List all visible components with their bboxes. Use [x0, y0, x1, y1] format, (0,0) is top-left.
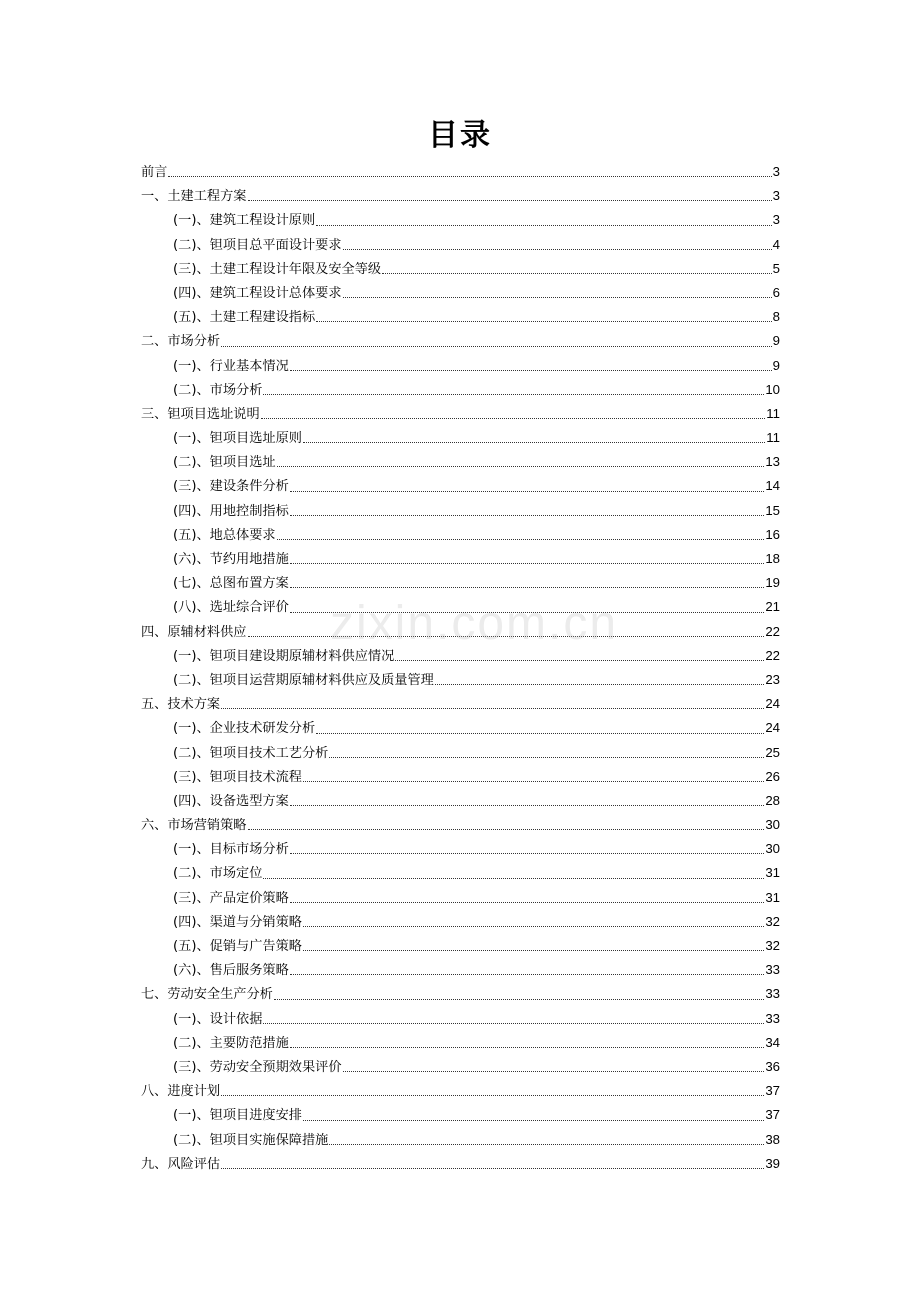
toc-dot-leader	[316, 321, 771, 322]
toc-entry[interactable]	[141, 910, 780, 934]
toc-entry-label: (二)、市场定位	[173, 866, 263, 882]
toc-entry-label: 八、进度计划	[141, 1084, 221, 1100]
toc-entry[interactable]	[141, 716, 780, 740]
toc-entry-label: (六)、售后服务策略	[173, 963, 289, 979]
toc-entry[interactable]	[141, 402, 780, 426]
toc-entry-label: 四、原辅材料供应	[141, 624, 247, 640]
toc-dot-leader	[248, 636, 765, 637]
toc-entry-page: 33	[765, 1010, 780, 1026]
toc-dot-leader	[316, 225, 771, 226]
toc-entry[interactable]	[141, 692, 780, 716]
toc-dot-leader	[290, 612, 765, 613]
toc-entry-label: (一)、设计依据	[173, 1011, 263, 1027]
toc-entry-page: 11	[766, 405, 780, 421]
toc-entry-page: 18	[765, 551, 780, 566]
toc-entry-page: 25	[765, 744, 780, 760]
toc-entry[interactable]	[141, 595, 780, 619]
toc-entry-label: 九、风险评估	[141, 1156, 221, 1172]
toc-dot-leader	[168, 176, 771, 177]
toc-entry[interactable]	[141, 789, 780, 813]
toc-entry[interactable]	[141, 571, 780, 595]
toc-entry-label: (三)、钽项目技术流程	[173, 769, 302, 785]
toc-entry[interactable]	[141, 160, 780, 184]
toc-entry-page: 14	[765, 478, 780, 494]
toc-entry-page: 19	[765, 575, 780, 591]
toc-entry[interactable]	[141, 644, 780, 668]
toc-entry-page: 34	[765, 1034, 780, 1050]
toc-entry-page: 13	[765, 454, 780, 470]
toc-entry[interactable]	[141, 620, 780, 644]
toc-entry[interactable]	[141, 184, 780, 208]
toc-entry-label: (六)、节约用地措施	[173, 552, 289, 567]
toc-dot-leader	[435, 684, 764, 685]
toc-entry-label: (二)、钽项目总平面设计要求	[173, 237, 342, 253]
toc-entry-page: 15	[765, 502, 780, 518]
toc-entry-label: (五)、地总体要求	[173, 527, 276, 543]
toc-entry[interactable]	[141, 958, 780, 982]
toc-entry-label: (二)、钽项目运营期原辅材料供应及质量管理	[173, 672, 434, 688]
toc-entry-label: (八)、选址综合评价	[173, 600, 289, 616]
toc-entry-page: 37	[765, 1083, 780, 1099]
toc-entry[interactable]	[141, 1079, 780, 1103]
toc-entry-label: (三)、产品定价策略	[173, 890, 289, 906]
toc-entry-page: 39	[765, 1155, 780, 1171]
toc-dot-leader	[303, 781, 764, 782]
toc-entry[interactable]	[141, 668, 780, 692]
toc-dot-leader	[221, 708, 764, 709]
table-of-contents	[141, 160, 780, 1176]
toc-entry[interactable]	[141, 499, 780, 523]
toc-entry-page: 22	[765, 623, 780, 639]
toc-dot-leader	[290, 902, 765, 903]
toc-entry[interactable]	[141, 765, 780, 789]
toc-entry-label: (一)、建筑工程设计原则	[173, 213, 316, 229]
toc-dot-leader	[290, 370, 772, 371]
toc-dot-leader	[261, 418, 766, 419]
toc-entry-page: 24	[765, 696, 780, 712]
toc-dot-leader	[263, 394, 764, 395]
toc-entry-page: 32	[765, 938, 780, 953]
toc-title: 目录	[428, 118, 492, 153]
toc-entry-label: (一)、目标市场分析	[173, 842, 289, 858]
toc-entry[interactable]	[141, 1152, 780, 1176]
toc-entry-page: 23	[765, 671, 780, 687]
toc-entry-label: 六、市场营销策略	[141, 818, 247, 834]
toc-entry-page: 24	[765, 720, 780, 736]
toc-dot-leader	[382, 273, 772, 274]
toc-dot-leader	[343, 1071, 765, 1072]
toc-dot-leader	[303, 950, 764, 951]
toc-entry-label: 一、土建工程方案	[141, 189, 247, 205]
toc-dot-leader	[277, 539, 765, 540]
toc-entry-page: 33	[765, 962, 780, 978]
toc-entry[interactable]	[141, 934, 780, 958]
toc-entry-label: (二)、主要防范措施	[173, 1035, 289, 1051]
toc-entry[interactable]	[141, 1007, 780, 1031]
toc-dot-leader	[343, 249, 772, 250]
toc-dot-leader	[274, 999, 764, 1000]
toc-dot-leader	[343, 297, 772, 298]
toc-entry[interactable]	[141, 450, 780, 474]
toc-entry[interactable]	[141, 861, 780, 885]
toc-entry-label: (五)、土建工程建设指标	[173, 310, 316, 326]
toc-entry-label: (四)、设备选型方案	[173, 793, 289, 809]
toc-entry[interactable]	[141, 281, 780, 305]
toc-dot-leader	[221, 346, 772, 347]
toc-entry-label: (一)、钽项目建设期原辅材料供应情况	[173, 648, 395, 664]
toc-entry[interactable]	[141, 474, 780, 498]
toc-entry-label: 七、劳动安全生产分析	[141, 987, 273, 1003]
toc-entry-label: (三)、建设条件分析	[173, 479, 289, 495]
toc-entry-page: 8	[772, 309, 780, 325]
toc-entry-page: 31	[765, 889, 780, 905]
toc-entry-page: 9	[772, 357, 780, 373]
toc-dot-leader	[329, 757, 764, 758]
toc-entry[interactable]	[141, 208, 780, 232]
toc-entry-page: 33	[765, 986, 780, 1002]
toc-entry-label: (五)、促销与广告策略	[173, 939, 302, 954]
toc-dot-leader	[290, 587, 765, 588]
toc-entry[interactable]	[141, 813, 780, 837]
toc-entry-page: 38	[765, 1131, 780, 1147]
toc-entry-page: 22	[765, 647, 780, 663]
toc-entry[interactable]	[141, 378, 780, 402]
toc-dot-leader	[221, 1168, 764, 1169]
toc-dot-leader	[263, 878, 764, 879]
toc-entry-label: (四)、建筑工程设计总体要求	[173, 285, 342, 301]
toc-entry-page: 3	[772, 212, 780, 228]
toc-entry-page: 16	[765, 526, 780, 542]
toc-entry-page: 10	[765, 381, 780, 397]
toc-entry-label: (二)、市场分析	[173, 382, 263, 398]
toc-entry[interactable]	[141, 523, 780, 547]
toc-dot-leader	[329, 1144, 764, 1145]
toc-dot-leader	[303, 1120, 764, 1121]
toc-entry-label: (四)、用地控制指标	[173, 503, 289, 519]
toc-entry-label: (一)、企业技术研发分析	[173, 721, 316, 737]
toc-entry-label: 三、钽项目选址说明	[141, 406, 260, 422]
toc-entry-page: 9	[772, 333, 780, 349]
toc-entry-page: 36	[765, 1058, 780, 1074]
toc-entry-label: (七)、总图布置方案	[173, 576, 289, 592]
toc-entry[interactable]	[141, 982, 780, 1006]
toc-dot-leader	[303, 926, 764, 927]
toc-entry[interactable]	[141, 1031, 780, 1055]
toc-entry-page: 31	[765, 865, 780, 881]
toc-entry-page: 32	[765, 913, 780, 929]
toc-entry-label: (二)、钽项目实施保障措施	[173, 1132, 329, 1148]
toc-entry-label: 二、市场分析	[141, 334, 221, 350]
toc-entry[interactable]	[141, 886, 780, 910]
toc-entry[interactable]	[141, 354, 780, 378]
toc-entry-label: (四)、渠道与分销策略	[173, 914, 302, 930]
toc-dot-leader	[263, 1023, 764, 1024]
toc-entry-page: 6	[772, 284, 780, 300]
toc-entry-page: 3	[772, 188, 780, 204]
toc-dot-leader	[248, 200, 772, 201]
toc-entry-page: 5	[772, 260, 780, 276]
toc-entry-page: 37	[765, 1107, 780, 1123]
watermark: zixin.com.cn	[330, 597, 619, 650]
toc-entry-label: (三)、劳动安全预期效果评价	[173, 1059, 342, 1075]
toc-dot-leader	[290, 1047, 765, 1048]
toc-entry-label: (一)、钽项目进度安排	[173, 1108, 302, 1124]
toc-entry-page: 30	[765, 841, 780, 857]
toc-dot-leader	[290, 563, 765, 564]
toc-dot-leader	[316, 733, 764, 734]
toc-entry-label: (一)、钽项目选址原则	[173, 431, 302, 447]
toc-entry-label: 五、技术方案	[141, 697, 221, 713]
toc-entry-label: (三)、土建工程设计年限及安全等级	[173, 261, 382, 277]
toc-dot-leader	[221, 1095, 764, 1096]
toc-entry[interactable]	[141, 329, 780, 353]
toc-dot-leader	[290, 491, 765, 492]
toc-entry[interactable]	[141, 837, 780, 861]
toc-dot-leader	[303, 442, 765, 443]
toc-dot-leader	[290, 853, 765, 854]
toc-dot-leader	[290, 515, 765, 516]
toc-entry[interactable]	[141, 547, 780, 571]
toc-entry[interactable]	[141, 1128, 780, 1152]
toc-entry[interactable]	[141, 426, 780, 450]
toc-dot-leader	[290, 805, 765, 806]
toc-entry-page: 4	[772, 236, 780, 252]
toc-entry-label: (二)、钽项目选址	[173, 455, 276, 471]
toc-dot-leader	[395, 660, 764, 661]
toc-dot-leader	[248, 829, 765, 830]
toc-entry-label: (一)、行业基本情况	[173, 358, 289, 374]
toc-entry-page: 30	[765, 817, 780, 833]
toc-entry[interactable]	[141, 305, 780, 329]
toc-entry-page: 21	[765, 599, 780, 615]
toc-entry-page: 26	[765, 768, 780, 784]
toc-entry-label: 前言	[141, 165, 168, 180]
toc-entry[interactable]	[141, 1103, 780, 1127]
toc-entry-page: 28	[765, 792, 780, 808]
toc-entry[interactable]	[141, 741, 780, 765]
toc-dot-leader	[290, 974, 765, 975]
toc-entry[interactable]	[141, 233, 780, 257]
toc-entry[interactable]	[141, 1055, 780, 1079]
toc-entry[interactable]	[141, 257, 780, 281]
toc-entry-page: 3	[772, 164, 780, 179]
toc-entry-page: 11	[766, 430, 780, 446]
toc-dot-leader	[277, 466, 765, 467]
toc-entry-label: (二)、钽项目技术工艺分析	[173, 745, 329, 761]
